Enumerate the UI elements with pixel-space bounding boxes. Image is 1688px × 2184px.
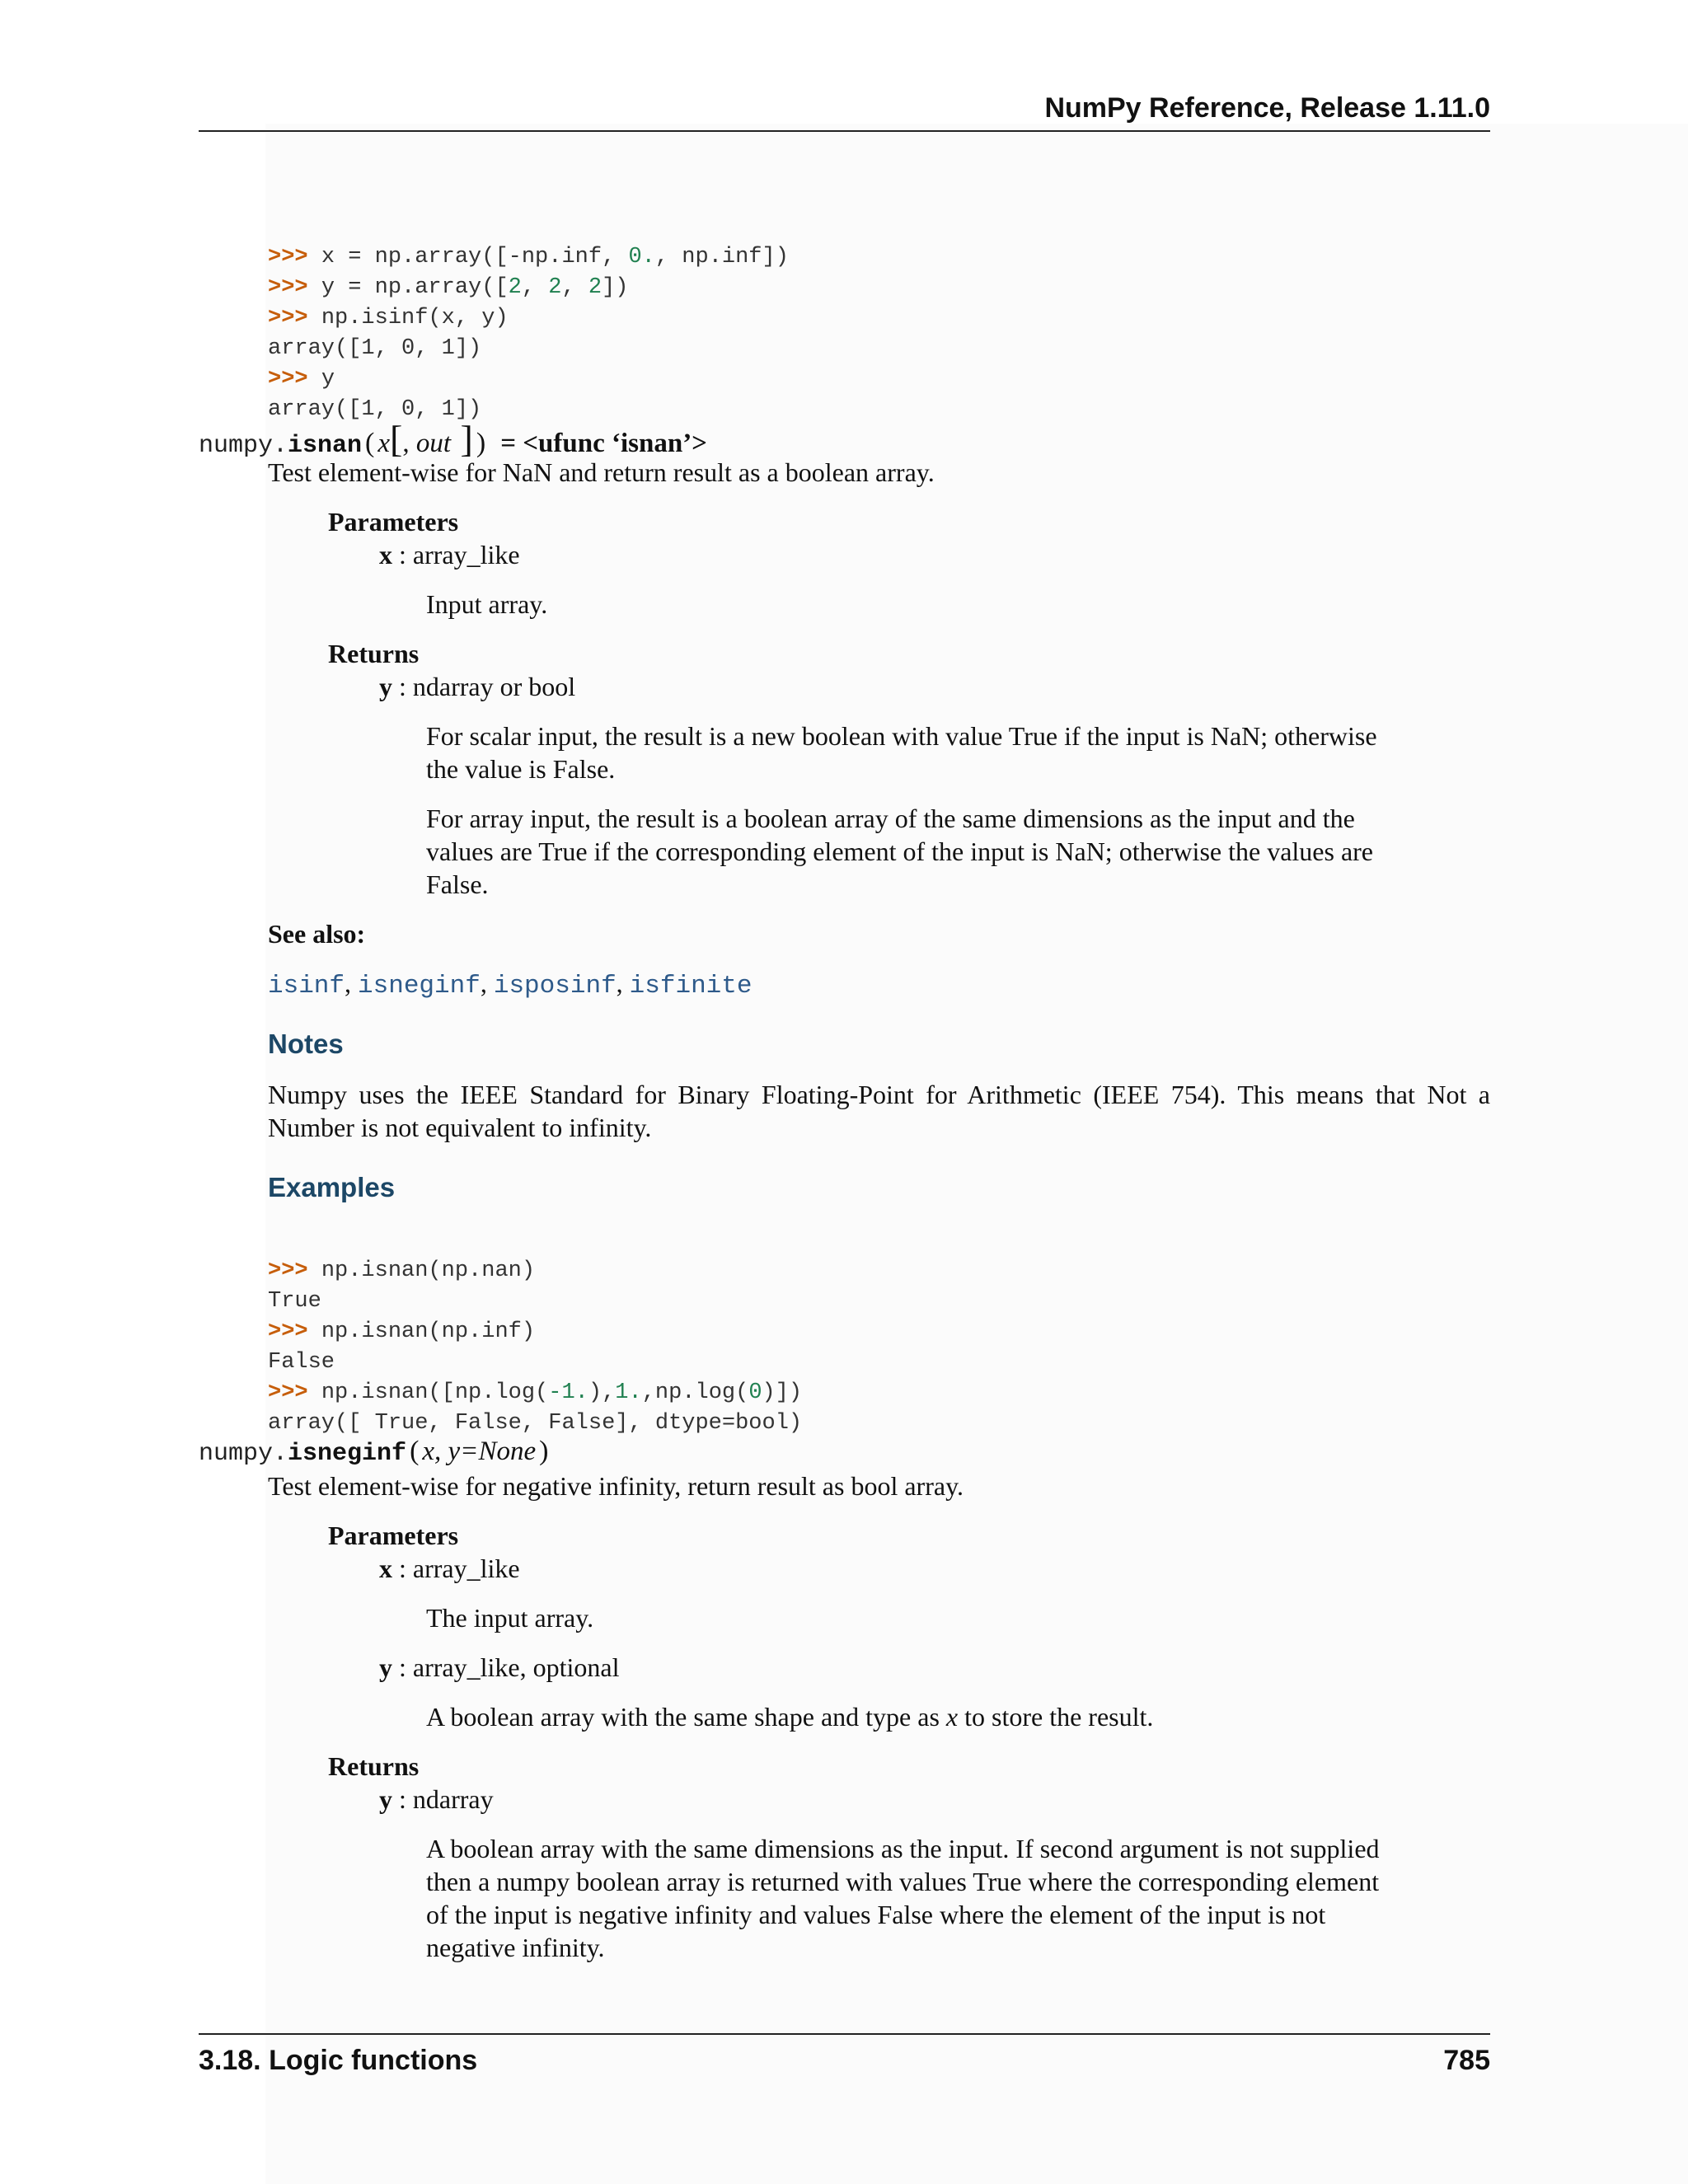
signature-args: x, y=None	[422, 1436, 537, 1466]
isneginf-return-desc: A boolean array with the same dimensions as the input. If second argument is not supplied then a numpy boolean array is returned with values True where the corresponding element of the input is negative infinity and values False where the element of the input is not negative infinity.	[426, 1834, 1380, 1962]
isneginf-parameters-label: Parameters	[328, 1521, 459, 1550]
footer-page-number: 785	[1443, 2045, 1490, 2076]
isneginf-returns-label: Returns	[328, 1751, 420, 1781]
isnan-return-desc-1: For scalar input, the result is a new boolean with value True if the input is NaN; otherwise the value is False.	[426, 721, 1377, 784]
isneginf-param-x-desc: The input array.	[426, 1603, 594, 1633]
notes-heading: Notes	[268, 1029, 344, 1059]
signature-arg: x	[377, 429, 391, 458]
isneginf-param-y-desc: A boolean array with the same shape and type as x to store the result.	[426, 1702, 1154, 1732]
code-line: >>> y = np.array([2, 2, 2])	[268, 275, 629, 300]
signature-function-name: isneginf	[288, 1440, 407, 1468]
isnan-parameters-label: Parameters	[328, 507, 459, 537]
isneginf-param-x: x : array_like	[379, 1554, 520, 1583]
code-output: False	[268, 1350, 335, 1375]
see-also-label: See also:	[268, 919, 366, 949]
document-title: NumPy Reference, Release 1.11.0	[1044, 92, 1490, 124]
code-line: >>> np.isnan(np.nan)	[268, 1258, 536, 1283]
signature-ufunc: = <ufunc ‘isnan’>	[500, 429, 707, 458]
signature-arg: out	[415, 429, 452, 458]
code-output: array([ True, False, False], dtype=bool)	[268, 1411, 803, 1436]
code-line: >>> y	[268, 367, 335, 391]
code-line: >>> np.isinf(x, y)	[268, 306, 509, 330]
notes-text: Numpy uses the IEEE Standard for Binary Floating-Point for Arithmetic (IEEE 754). This means that Not a Number is not equivalent to infinity.	[268, 1080, 1490, 1142]
isnan-param-x: x : array_like	[379, 540, 520, 569]
code-line: >>> x = np.array([-np.inf, 0., np.inf])	[268, 245, 789, 269]
code-line: >>> np.isnan([np.log(-1.),1.,np.log(0)])	[268, 1380, 803, 1405]
footer-section-title: 3.18. Logic functions	[199, 2045, 478, 2076]
link-isneginf[interactable]: isneginf	[358, 972, 481, 1001]
code-output: True	[268, 1289, 321, 1314]
isnan-returns-label: Returns	[328, 639, 420, 668]
isnan-param-x-desc: Input array.	[426, 589, 548, 619]
isnan-example-code	[268, 1226, 802, 1469]
see-also-links: isinf, isneginf, isposinf, isfinite	[268, 968, 753, 1001]
isneginf-summary: Test element-wise for negative infinity, return result as bool array.	[268, 1471, 964, 1501]
link-isinf[interactable]: isinf	[268, 972, 345, 1001]
signature-function-name: isnan	[288, 432, 363, 460]
isneginf-signature: numpy. isneginf ( x, y=None )	[199, 1436, 549, 1468]
code-line: >>> np.isnan(np.inf)	[268, 1319, 536, 1344]
link-isposinf[interactable]: isposinf	[493, 972, 617, 1001]
link-isfinite[interactable]: isfinite	[629, 972, 753, 1001]
isinf-example-code	[268, 212, 789, 456]
code-output: array([1, 0, 1])	[268, 397, 482, 422]
page-footer	[199, 2033, 1490, 2076]
isnan-signature: numpy. isnan ( x [ , out ] ) = <ufunc ‘isnan’>	[199, 418, 707, 460]
signature-module: numpy.	[199, 1440, 288, 1468]
isnan-return-y: y : ndarray or bool	[379, 672, 576, 701]
code-output: array([1, 0, 1])	[268, 336, 482, 361]
page-header	[199, 92, 1490, 132]
isneginf-param-y: y : array_like, optional	[379, 1652, 620, 1682]
isneginf-return-y: y : ndarray	[379, 1784, 494, 1814]
isnan-return-desc-2: For array input, the result is a boolean array of the same dimensions as the input and the values are True if the corresponding element of the input is NaN; otherwise the values are False.	[426, 804, 1373, 899]
examples-heading: Examples	[268, 1172, 396, 1202]
isnan-summary: Test element-wise for NaN and return result as a boolean array.	[268, 457, 935, 487]
signature-module: numpy.	[199, 432, 288, 460]
